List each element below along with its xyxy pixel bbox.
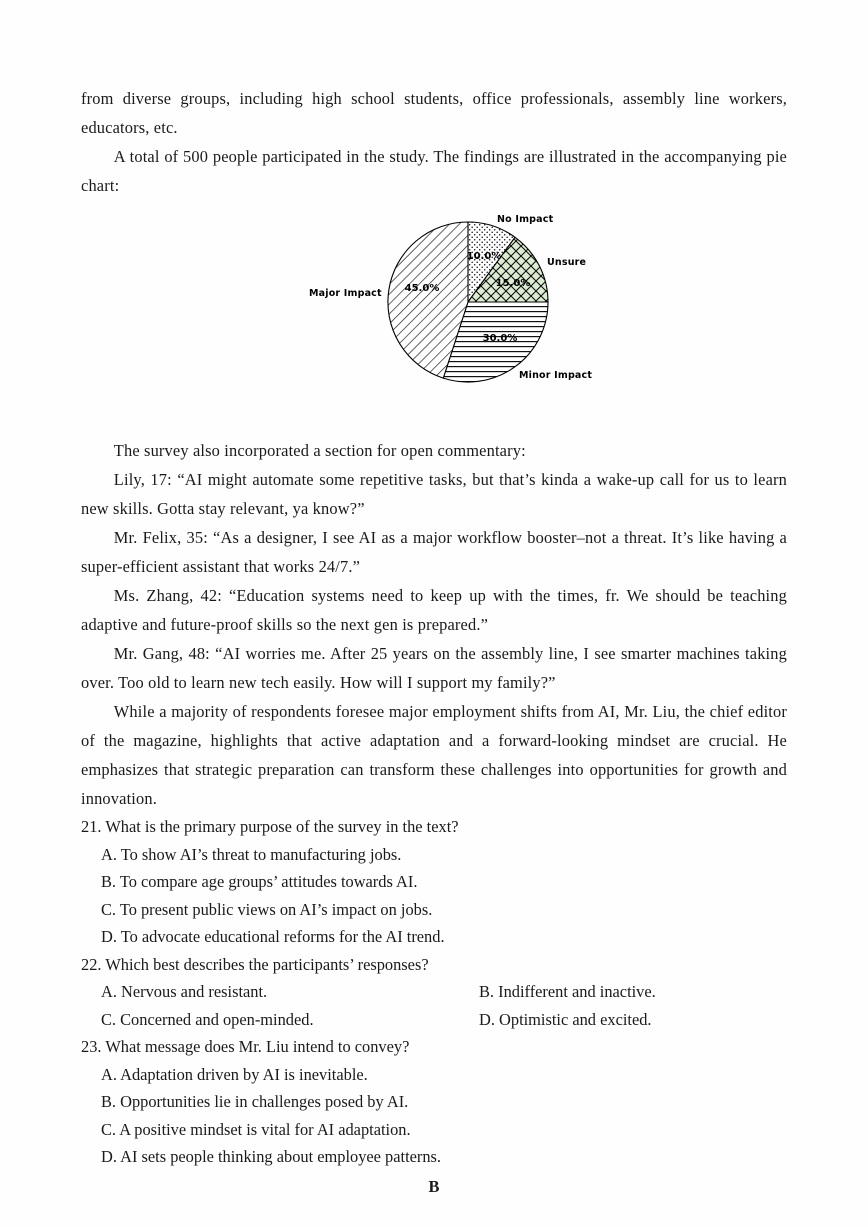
question-22-number: 22. [81, 954, 102, 974]
pie-label-major-impact: Major Impact [309, 288, 382, 299]
closing-paragraph: While a majority of respondents foresee major employment shifts from AI, Mr. Liu, the chief editor of the magazine, highlights that active adaptation and a forward-looking mindset are crucial. He emphasizes that strategic preparation can transform these challenges into opportunities for growth and innovation. [81, 702, 787, 808]
page-content [81, 84, 787, 1197]
quote-zhang: Ms. Zhang, 42: “Education systems need to keep up with the times, fr. We should be teaching adaptive and future-proof skills so the next gen is prepared.” [81, 586, 787, 634]
question-22-option-c[interactable]: C. Concerned and open-minded. [101, 1009, 314, 1029]
section-marker: B [428, 1176, 440, 1196]
pie-label-unsure: Unsure [547, 257, 587, 268]
pie-chart [81, 206, 787, 402]
question-21-option-b[interactable]: B. To compare age groups’ attitudes towards AI. [101, 872, 418, 891]
pie-label-minor-impact: Minor Impact [519, 370, 593, 381]
question-23-option-b[interactable]: B. Opportunities lie in challenges posed by AI. [101, 1092, 409, 1111]
question-23-option-a[interactable]: A. Adaptation driven by AI is inevitable. [101, 1064, 368, 1084]
pie-chart-figure [81, 206, 787, 402]
question-22-option-row-1 [81, 978, 787, 1006]
question-21-number: 21. [81, 817, 102, 836]
question-21 [81, 813, 787, 951]
question-21-option-d[interactable]: D. To advocate educational reforms for the AI trend. [101, 927, 445, 946]
question-21-text: What is the primary purpose of the survey in the text? [105, 817, 459, 836]
survey-paragraph: A total of 500 people participated in the study. The findings are illustrated in the accompanying pie chart: [81, 147, 787, 195]
question-22-option-a[interactable]: A. Nervous and resistant. [101, 982, 268, 1001]
question-23-number: 23. [81, 1037, 102, 1056]
pie-value-minor-impact: 30.0% [482, 333, 518, 344]
question-23-stem [81, 1033, 787, 1061]
question-22-option-b[interactable]: B. Indifferent and inactive. [479, 982, 656, 1001]
intro-paragraph: from diverse groups, including high school students, office professionals, assembly line workers, educators, etc. [81, 89, 787, 137]
pie-label-no-impact: No Impact [497, 214, 554, 225]
quote-felix: Mr. Felix, 35: “As a designer, I see AI as a major workflow booster–not a threat. It’s like having a super-efficient assistant that works 24/7.” [81, 528, 787, 576]
question-21-stem [81, 813, 787, 841]
quote-lily: Lily, 17: “AI might automate some repetitive tasks, but that’s kinda a wake-up call for us to learn new skills. Gotta stay relevant, ya know?” [81, 470, 787, 518]
question-21-option-c[interactable]: C. To present public views on AI’s impact on jobs. [101, 899, 433, 919]
pie-value-no-impact: 10.0% [466, 251, 502, 262]
pie-value-major-impact: 45.0% [404, 283, 440, 294]
question-22-stem [81, 951, 787, 979]
question-22-option-d[interactable]: D. Optimistic and excited. [479, 1009, 652, 1029]
question-23-option-c[interactable]: C. A positive mindset is vital for AI adaptation. [101, 1119, 411, 1139]
question-21-option-a[interactable]: A. To show AI’s threat to manufacturing jobs. [101, 844, 402, 864]
question-22 [81, 951, 787, 1034]
commentary-intro: The survey also incorporated a section for open commentary: [113, 441, 526, 460]
pie-chart-svg [81, 206, 787, 402]
question-23-option-d[interactable]: D. AI sets people thinking about employee patterns. [101, 1147, 442, 1166]
pie-value-unsure: 15.0% [495, 278, 531, 289]
quote-gang: Mr. Gang, 48: “AI worries me. After 25 years on the assembly line, I see smarter machines taking over. Too old to learn new tech easily. How will I support my family?” [81, 644, 787, 692]
question-22-text: Which best describes the participants’ responses? [105, 954, 429, 974]
question-22-option-row-2 [81, 1006, 787, 1034]
question-23 [81, 1033, 787, 1171]
chart-bottom-spacer [81, 402, 787, 436]
question-23-text: What message does Mr. Liu intend to convey? [105, 1037, 410, 1056]
